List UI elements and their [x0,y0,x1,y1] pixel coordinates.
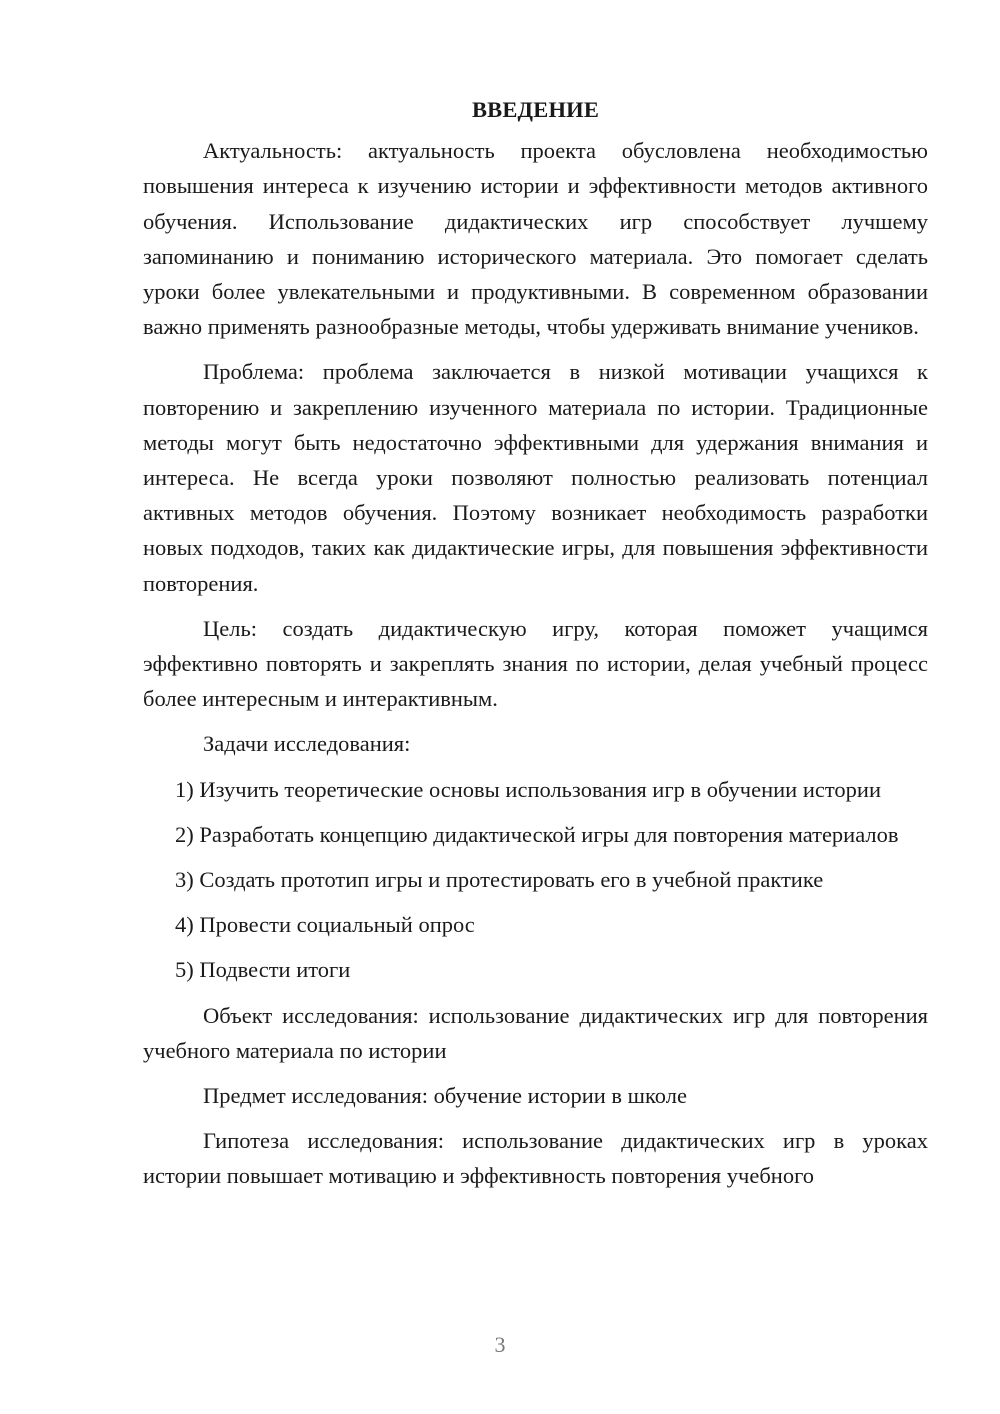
paragraph-problem: Проблема: проблема заключается в низкой мотивации учащихся к повторению и закреплению изученного материала по истории. Традиционные методы могут быть недостаточно эффективными для удержания внимания и интереса. Не всегда уроки позволяют полностью реализовать потенциал активных методов обучения. Поэтому возникает необходимость разработки новых подходов, таких как дидактические игры, для повышения эффективности повторения. [143,359,928,596]
paragraph-object: Объект исследования: использование дидактических игр для повторения учебного материала по истории [143,1002,928,1063]
paragraph-hypothesis: Гипотеза исследования: использование дидактических игр в уроках истории повышает мотивацию и эффективность повторения учебного [143,1128,928,1189]
paragraph-goal: Цель: создать дидактическую игру, которая поможет учащимся эффективно повторять и закреплять знания по истории, делая учебный процесс более интересным и интерактивным. [143,615,928,712]
page-content [143,92,928,1204]
task-item-1: 1) Изучить теоретические основы использования игр в обучении истории [175,776,881,802]
task-item-5: 5) Подвести итоги [175,957,351,983]
section-title: ВВЕДЕНИЕ [471,97,600,122]
paragraph-relevance: Актуальность: актуальность проекта обусловлена необходимостью повышения интереса к изучению истории и эффективности методов активного обучения. Использование дидактических игр способствует лучшему запоминанию и пониманию исторического материала. Это помогает сделать уроки более увлекательными и продуктивными. В современном образовании важно применять разнообразные методы, чтобы удерживать внимание учеников. [143,138,928,340]
task-item-2: 2) Разработать концепцию дидактической игры для повторения материалов [175,821,899,847]
paragraph-tasks-heading: Задачи исследования: [203,731,411,757]
paragraph-subject: Предмет исследования: обучение истории в школе [203,1083,687,1109]
task-item-3: 3) Создать прототип игры и протестировать его в учебной практике [175,867,824,893]
task-item-4: 4) Провести социальный опрос [175,912,475,938]
page-number: 3 [494,1332,506,1357]
